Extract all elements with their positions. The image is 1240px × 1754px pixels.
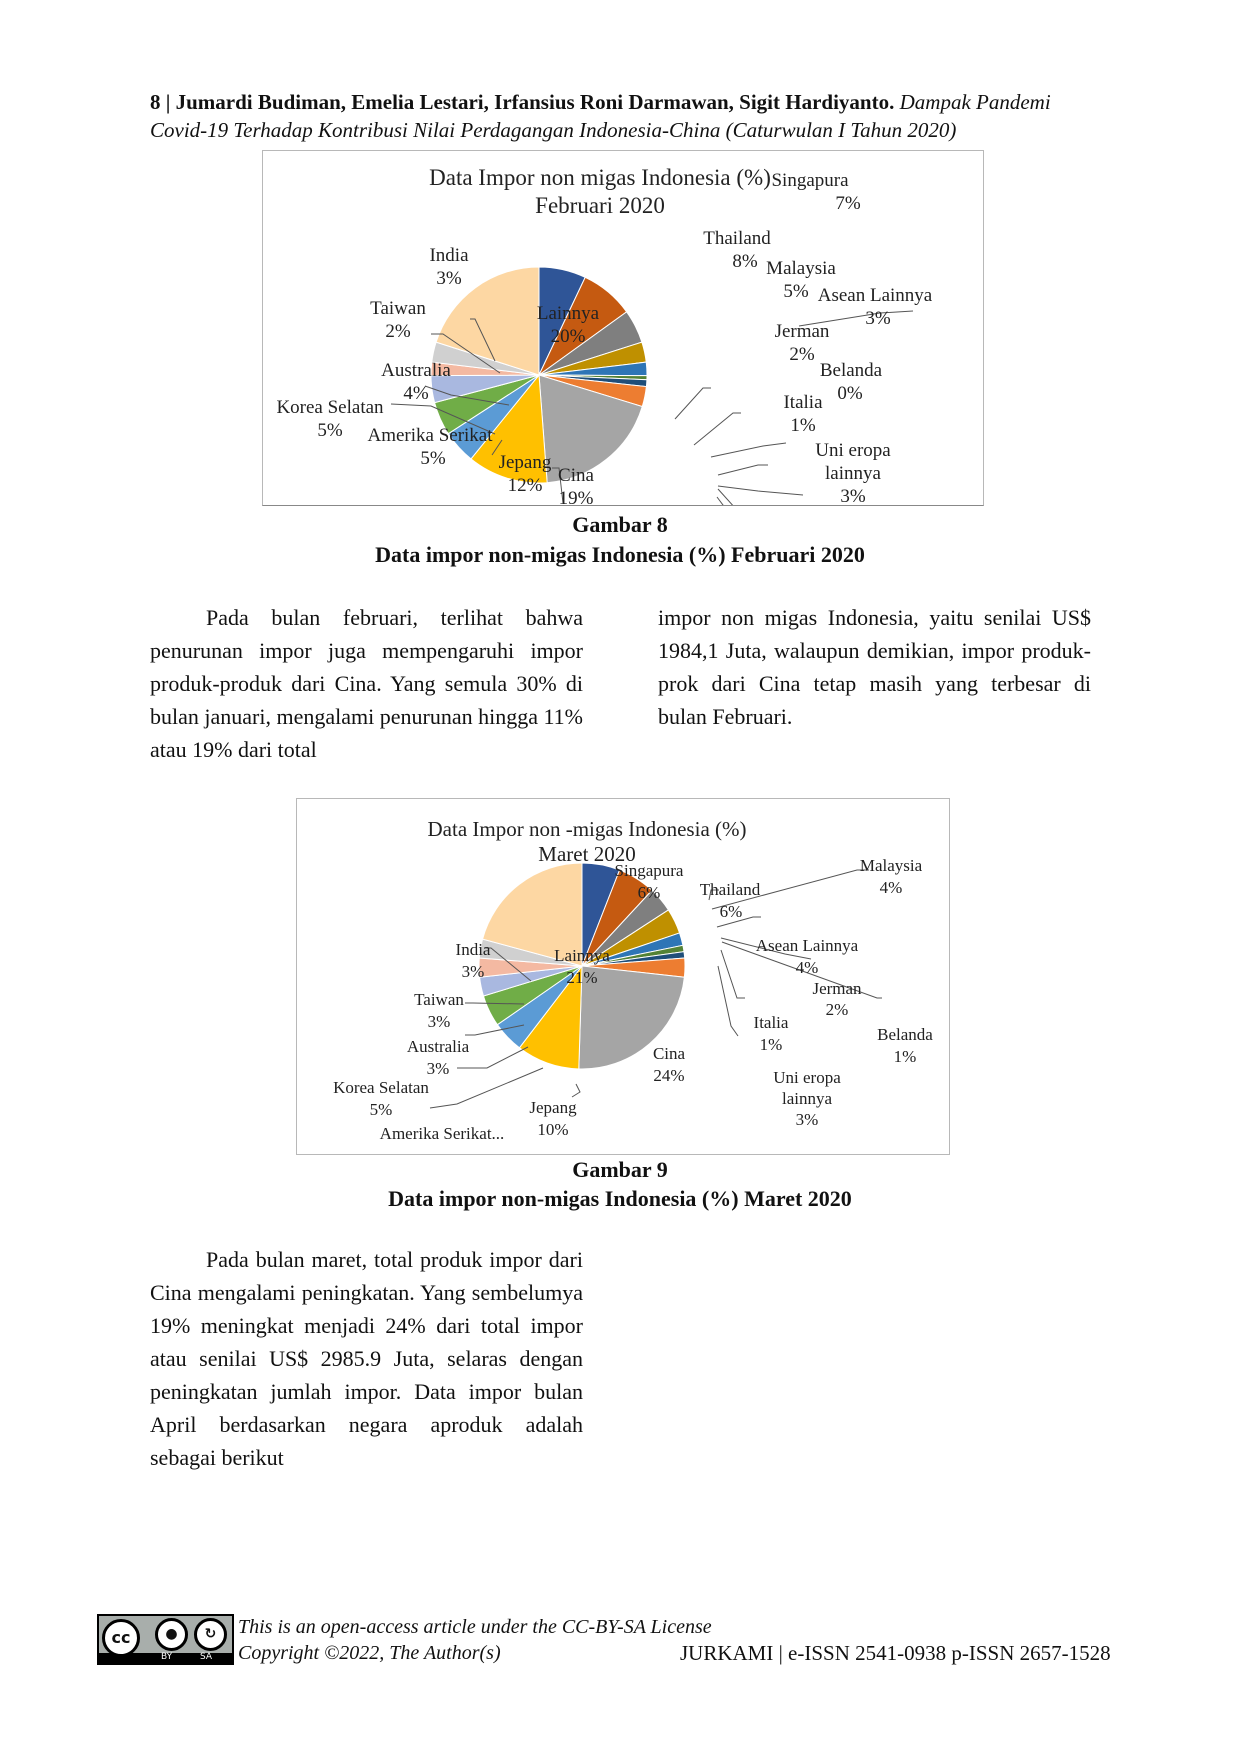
pie1-label-taiwan-name: Taiwan: [370, 298, 426, 319]
pie2-label-amerika-name: Amerika Serikat...: [379, 1124, 505, 1143]
p2-leader-unieropa: [718, 966, 738, 1036]
figure-8-caption-number: Gambar 8: [572, 512, 668, 537]
pie2-label-belanda-name: Belanda: [877, 1025, 933, 1044]
license-notice: [238, 1614, 712, 1666]
pie2-label-lainnya-name: Lainnya: [554, 946, 610, 965]
pie1-label-jepang-pct: 12%: [507, 475, 543, 496]
pie2-label-singapura-name: Singapura: [614, 861, 684, 880]
pie1-label-unieropa-line2: lainnya: [825, 463, 881, 484]
pie2-label-india-pct: 3%: [461, 962, 485, 981]
pie2-label-jepang-name: Jepang: [529, 1098, 577, 1117]
pie1-label-jepang-name: Jepang: [498, 452, 552, 473]
sa-label: SA: [200, 1652, 213, 1662]
pie1-label-thailand-pct: 8%: [732, 251, 758, 272]
pie2-label-jerman-pct: 2%: [825, 1000, 849, 1019]
pie2-label-india-name: India: [455, 940, 491, 959]
leader-line-uni-eropa: [717, 497, 801, 505]
pie2-label-jerman-name: Jerman: [812, 979, 862, 998]
pie1-label-jerman-name: Jerman: [774, 321, 830, 342]
pie2-title-line1: Data Impor non -migas Indonesia (%): [427, 817, 747, 841]
pie1-label-belanda-name: Belanda: [819, 360, 883, 381]
pie2-label-malaysia-pct: 4%: [879, 878, 903, 897]
leader-line-malaysia: [694, 413, 741, 445]
pie1-label-malaysia-name: Malaysia: [766, 258, 836, 279]
paragraph-2-text: Pada bulan maret, total produk impor dari Cina mengalami peningkatan. Yang sembelumya 19% meningkat menjadi 24% dari total impor atau senilai US$ 2985.9 Juta, selaras dengan peningkatan jumlah impor. Data impor bulan April berdasarkan negara aproduk adalah sebagai berikut: [150, 1247, 583, 1470]
pie2-title-line2: Maret 2020: [538, 842, 636, 866]
pie1-label-taiwan-pct: 2%: [385, 321, 411, 342]
pie2-label-korea-pct: 5%: [369, 1100, 393, 1119]
pie2-label-australia-name: Australia: [406, 1037, 470, 1056]
pie1-label-italia-name: Italia: [783, 392, 823, 413]
pie1-label-singapura-name: Singapura: [771, 170, 849, 191]
pie1-label-india-name: India: [429, 245, 469, 266]
cc-icon: cc: [102, 1619, 140, 1657]
pie2-label-asean-name: Asean Lainnya: [755, 936, 859, 955]
copyright-text: Copyright ©2022, The Author(s): [238, 1642, 501, 1664]
pie1-label-korea-pct: 5%: [317, 420, 343, 441]
header-line-2: [150, 116, 1140, 144]
pie1-label-cina-name: Cina: [558, 465, 594, 486]
pie2-label-cina-name: Cina: [652, 1044, 686, 1063]
pie2-label-lainnya-pct: 21%: [566, 968, 598, 987]
p2-leader-jepang: [572, 1084, 580, 1097]
by-attribution-icon: ●: [155, 1618, 188, 1651]
pie2-label-malaysia-name: Malaysia: [859, 856, 923, 875]
pie1-label-india-pct: 3%: [436, 268, 462, 289]
pie2-label-taiwan-name: Taiwan: [414, 990, 464, 1009]
pie1-label-unieropa-line1: Uni eropa: [815, 440, 891, 461]
header-title-part2: Covid-19 Terhadap Kontribusi Nilai Perdagangan Indonesia-China (Caturwulan I Tahun 2020): [150, 118, 957, 142]
pie-chart-februari: [263, 151, 983, 505]
pie2-label-unieropa-line2: lainnya: [781, 1089, 833, 1108]
pie2-label-jepang-pct: 10%: [537, 1120, 569, 1139]
pie2-label-italia-name: Italia: [753, 1013, 789, 1032]
pie2-label-unieropa-pct: 3%: [795, 1110, 819, 1129]
leader-line-asean: [711, 443, 786, 457]
pie1-label-asean-name: Asean Lainnya: [817, 285, 933, 306]
paragraph-1-right-text: impor non migas Indonesia, yaitu senilai US$ 1984,1 Juta, walaupun demikian, impor produk-prok dari Cina tetap masih yang terbesar di bulan Februari.: [658, 605, 1091, 729]
figure-9-chart: [296, 798, 950, 1155]
paragraph-1-left-column: [150, 601, 583, 766]
figure-9-caption-number: Gambar 9: [572, 1157, 668, 1182]
pie1-label-singapura-pct: 7%: [835, 193, 861, 214]
pie2-label-australia-pct: 3%: [426, 1059, 450, 1078]
pie2-label-thailand-pct: 6%: [719, 902, 743, 921]
pie1-title-line2: Februari 2020: [535, 193, 665, 218]
running-header: [150, 88, 1140, 144]
pie1-label-lainnya-pct: 20%: [550, 326, 586, 347]
pie1-label-malaysia-pct: 5%: [783, 281, 809, 302]
paragraph-2: [150, 1243, 583, 1474]
pie1-label-australia-name: Australia: [381, 360, 451, 381]
pie2-label-italia-pct: 1%: [759, 1035, 783, 1054]
pie1-label-unieropa-pct: 3%: [840, 486, 866, 505]
page-number: 8: [150, 90, 161, 114]
pie2-label-korea-name: Korea Selatan: [333, 1078, 429, 1097]
pie2-label-taiwan-pct: 3%: [427, 1012, 451, 1031]
pie1-label-lainnya-name: Lainnya: [536, 303, 600, 324]
pie1-label-amerika-pct: 5%: [420, 448, 446, 469]
pie1-label-amerika-name: Amerika Serikat: [367, 425, 493, 446]
pie1-label-asean-pct: 3%: [865, 308, 891, 329]
pie2-label-belanda-pct: 1%: [893, 1047, 917, 1066]
header-title-part1: Dampak Pandemi: [899, 90, 1051, 114]
pie2-label-cina-pct: 24%: [653, 1066, 685, 1085]
pie1-label-cina-pct: 19%: [558, 488, 594, 505]
figure-8-caption-text: Data impor non-migas Indonesia (%) Februari 2020: [375, 542, 865, 567]
leader-line-jerman: [718, 465, 768, 475]
pie1-title-line1: Data Impor non migas Indonesia (%): [429, 165, 771, 190]
paragraph-1-right-column: [658, 601, 1091, 733]
by-label: BY: [161, 1652, 173, 1662]
pie2-label-singapura-pct: 6%: [637, 883, 661, 902]
leader-line-belanda: [718, 486, 803, 495]
pie2-label-thailand-name: Thailand: [699, 880, 761, 899]
pie2-label-asean-pct: 4%: [795, 958, 819, 977]
cc-by-sa-logo: [97, 1614, 234, 1665]
figure-8-chart: [262, 150, 984, 506]
p2-leader-italia: [721, 950, 745, 998]
sa-share-alike-icon: ↻: [194, 1618, 227, 1651]
header-authors: Jumardi Budiman, Emelia Lestari, Irfansius Roni Darmawan, Sigit Hardiyanto.: [175, 90, 895, 114]
pie1-label-thailand-name: Thailand: [703, 228, 771, 249]
pie1-label-belanda-pct: 0%: [837, 383, 863, 404]
license-text: This is an open-access article under the CC-BY-SA License: [238, 1616, 712, 1638]
pie1-label-italia-pct: 1%: [790, 415, 816, 436]
pie2-label-unieropa-line1: Uni eropa: [773, 1068, 841, 1087]
journal-issn: JURKAMI | e-ISSN 2541-0938 p-ISSN 2657-1528: [680, 1641, 1111, 1665]
figure-9-caption-text: Data impor non-migas Indonesia (%) Maret 2020: [388, 1186, 852, 1211]
paragraph-1-left-text: Pada bulan februari, terlihat bahwa penurunan impor juga mempengaruhi impor produk-produk dari Cina. Yang semula 30% di bulan januari, mengalami penurunan hingga 11% atau 19% dari total: [150, 605, 583, 762]
header-line-1: 8 | Jumardi Budiman, Emelia Lestari, Irfansius Roni Darmawan, Sigit Hardiyanto. Dampak Pandemi: [150, 90, 1051, 114]
pie1-label-jerman-pct: 2%: [789, 344, 815, 365]
pie1-label-australia-pct: 4%: [403, 383, 429, 404]
leader-line-thailand: [675, 388, 711, 419]
pie1-label-korea-name: Korea Selatan: [276, 397, 384, 418]
pie-chart-maret: [297, 799, 949, 1154]
